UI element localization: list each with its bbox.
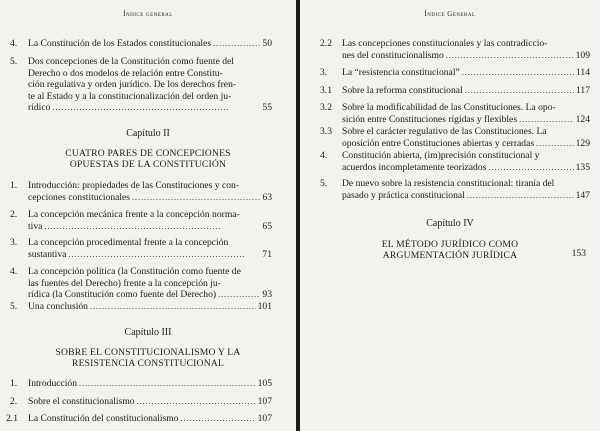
entry-page: 117 [575,85,590,96]
chapter-heading: Capítulo III [124,327,172,338]
entry-page: 107 [257,396,272,407]
entry-page: 65 [262,220,272,232]
entry-text: sición entre Constituciones rígidas y flexibles [342,113,518,125]
entry-page: 50 [262,38,272,49]
entry-number: 4. [10,266,18,277]
entry-page: 105 [257,378,272,389]
entry-number: 3. [10,237,18,248]
entry-number: 2.2 [320,38,332,49]
entry-number: 5. [10,301,18,312]
entry-text: La “resistencia constitucional” [342,67,460,78]
entry-text: te al Estado y a la constitucionalización del orden ju- [28,90,232,102]
entry-text: Sobre el carácter regulativo de las Constituciones. La [342,126,547,137]
entry-page: 93 [262,289,272,300]
entry-text: cepciones constitucionales [28,191,131,203]
entry-text: La Constitución de los Estados constitucionales [28,38,212,49]
chapter-title-line: ARGUMENTACIÓN JURÍDICA [382,250,518,261]
entry-text: Sobre la reforma constitucional [342,85,463,96]
chapter-title-line: OPUESTAS DE LA CONSTITUCIÓN [69,159,227,170]
entry-number: 4. [10,38,18,49]
chapter-2-block [0,128,296,170]
entry-text: nes del constitucionalismo [342,49,444,61]
entry-text: Introducción: propiedades de las Constituciones y con- [28,180,240,191]
entry-text: La concepción mecánica frente a la concepción norma- [28,209,240,220]
chapter-title-line: EL MÉTODO JURÍDICO COMO [381,239,519,250]
entry-text: las fuentes del Derecho) frente a la concepción ju- [28,277,221,289]
entry-text: ción regulativa y orden jurídico. De los derechos fren- [28,79,237,90]
entry-number: 2. [10,209,18,220]
entry-text: Sobre el constitucionalismo [28,396,135,407]
entry-text: rídico [28,102,51,113]
entry-page: 135 [575,161,590,173]
left-page [0,0,296,431]
entry-page: 109 [575,49,590,61]
entry-text: Dos concepciones de la Constitución como fuente del [28,56,234,67]
entry-page: 147 [575,189,590,201]
entry-number: 4. [320,150,328,161]
entry-number: 2.1 [6,413,18,424]
entry-page: 114 [575,67,590,78]
entry-page: 124 [575,113,590,125]
chapter-title-line: SOBRE EL CONSTITUCIONALISMO Y LA [55,347,241,358]
entry-text: La Constitución del constitucionalismo [28,413,179,424]
entry-text: oposición entre Constituciones abiertas y cerradas [342,137,535,149]
chapter-heading: Capítulo IV [426,218,474,229]
entry-number: 3.1 [320,85,332,96]
entry-page: 71 [262,248,272,260]
entry-page: 129 [575,137,590,149]
entry-text: De nuevo sobre la resistencia constitucional: tiranía del [342,178,555,189]
entry-number: 1. [10,180,18,191]
entry-text: Introducción [28,378,78,389]
entry-page: 55 [262,102,272,113]
entry-text: pasado y práctica constitucional [342,189,465,201]
entry-number: 3.3 [320,126,332,137]
entry-text: Derecho o dos modelos de relación entre Constitu- [28,67,223,79]
entry-number: 1. [10,378,18,389]
entry-number: 3. [320,67,328,78]
entry-number: 2. [10,396,18,407]
right-page [300,0,600,431]
entry-number: 3.2 [320,102,332,113]
chapter-heading: Capítulo II [126,128,170,139]
entry-text: La concepción política (la Constitución como fuente de [28,266,241,277]
chapter-3-block [0,327,296,369]
chapter-4-page: 153 [571,248,586,259]
entry-text: sustantiva [28,248,67,260]
entry-number: 5. [320,178,328,189]
entry-page: 63 [262,191,272,203]
entry-text: Una conclusión [28,301,88,312]
entry-text: Sobre la modificabilidad de las Constituciones. La opo- [342,102,556,113]
entry-number: 5. [10,56,18,67]
chapter-title-line: RESISTENCIA CONSTITUCIONAL [71,358,225,369]
chapter-4-block [300,218,600,261]
running-header-right: Índice General [424,10,476,18]
entry-text: rídica (la Constitución como fuente del Derecho) [28,289,217,300]
entry-text: La concepción procedimental frente a la concepción [28,237,229,248]
chapter-title-line: CUATRO PARES DE CONCEPCIONES [65,148,231,159]
running-header-left: Índice general [123,10,173,18]
entry-text: Constitución abierta, (im)precisión constitucional y [342,150,540,161]
entry-page: 101 [257,301,272,312]
entry-page: 107 [257,413,272,424]
entry-text: acuerdos incompletamente teorizados [342,161,487,173]
entry-text: tiva [28,220,43,232]
entry-text: Las concepciones constitucionales y las contradiccio- [342,38,548,49]
